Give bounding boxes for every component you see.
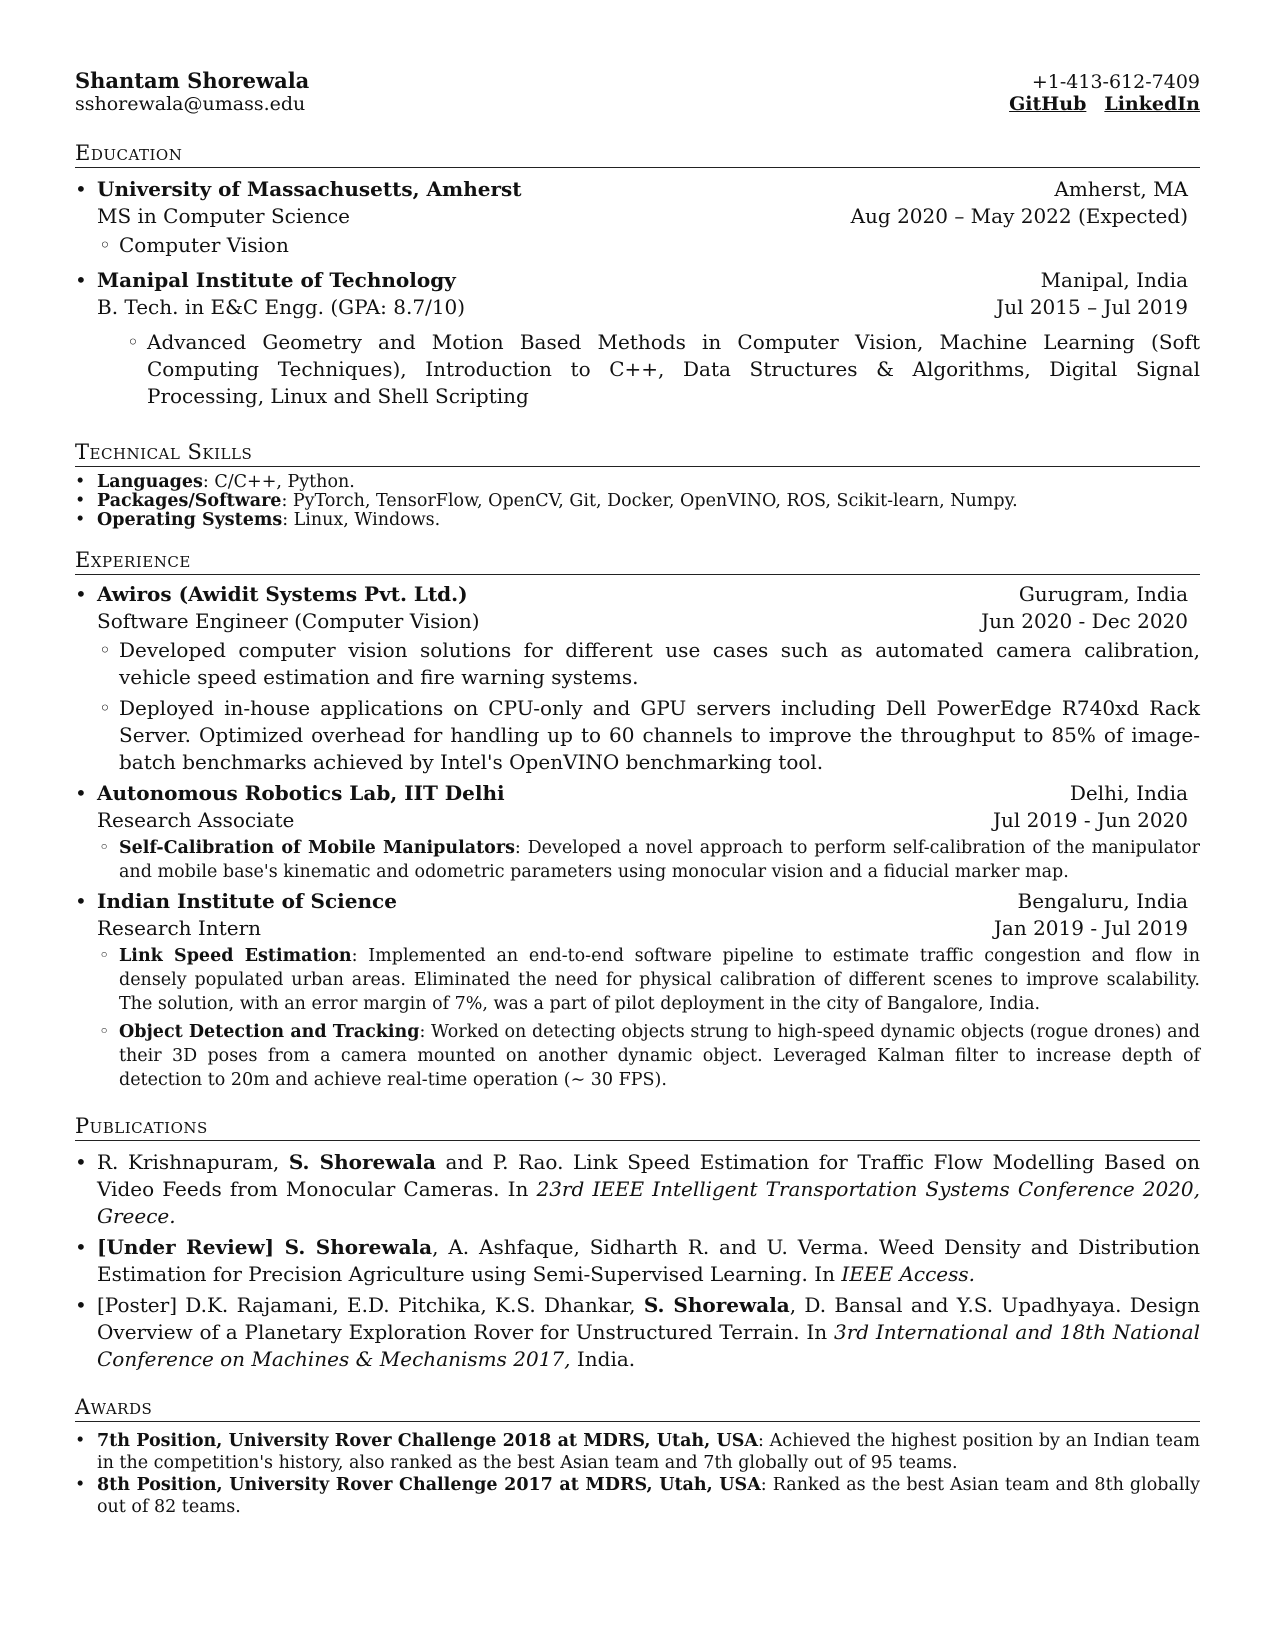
email-address: sshorewala@umass.edu — [75, 93, 306, 115]
linkedin-link[interactable]: LinkedIn — [1104, 93, 1200, 115]
skill-item: • Packages/Software: PyTorch, TensorFlow, OpenCV, Git, Docker, OpenVINO, ROS, Scikit-learn, Numpy. — [75, 492, 1200, 511]
education-heading: Education — [75, 141, 1200, 168]
candidate-name: Shantam Shorewala — [75, 68, 310, 93]
header-row-1 — [75, 68, 1200, 93]
education-entry — [75, 176, 1200, 259]
education-detail: ◦ Computer Vision — [97, 232, 1200, 259]
profile-links — [991, 93, 1200, 115]
skill-item: • Operating Systems: Linux, Windows. — [75, 511, 1200, 530]
awards-heading: Awards — [75, 1395, 1200, 1422]
job-dates: Jul 2019 - Jun 2020 — [992, 808, 1188, 832]
employer-location: Bengaluru, India — [1017, 889, 1188, 913]
experience-bullet: ◦ Object Detection and Tracking: Worked on detecting objects strung to high-speed dynamic objects (rogue drones) and their 3D poses from a camera mounted on another dynamic object. Leveraged Kalman filter to increase depth of detection to 20m and achieve real-time operation (∼ 30 FPS). — [97, 1020, 1200, 1092]
experience-bullet: ◦ Developed computer vision solutions for different use cases such as automated camera calibration, vehicle speed estimation and fire warning systems. — [97, 637, 1200, 691]
experience-heading: Experience — [75, 548, 1200, 575]
experience-entry — [75, 581, 1200, 776]
employer-location: Delhi, India — [1069, 781, 1188, 805]
degree: MS in Computer Science — [97, 204, 351, 228]
experience-entry — [75, 780, 1200, 884]
github-link[interactable]: GitHub — [1009, 93, 1087, 115]
award-item: • 7th Position, University Rover Challenge 2018 at MDRS, Utah, USA: Achieved the highest position by an Indian team in the competition's history, also ranked as the best Asian team and 7th globally out of 95 teams. — [75, 1430, 1200, 1474]
institution-location: Amherst, MA — [1054, 177, 1188, 201]
employer-name: • Indian Institute of Science — [75, 888, 397, 915]
employer-name: • Awiros (Awidit Systems Pvt. Ltd.) — [75, 581, 468, 608]
skills-list — [75, 473, 1200, 530]
job-dates: Jun 2020 - Dec 2020 — [981, 609, 1188, 633]
education-detail: ◦ Advanced Geometry and Motion Based Methods in Computer Vision, Machine Learning (Soft Computing Techniques), Introduction to C++, Data Structures & Algorithms, Digital Signal Processing, Linux and Shell Scripting — [125, 329, 1200, 410]
employer-location: Gurugram, India — [1018, 582, 1188, 606]
experience-bullet: ◦ Deployed in-house applications on CPU-only and GPU servers including Dell PowerEdge R740xd Rack Server. Optimized overhead for handling up to 60 channels to improve the throughput to 85% of image-batch benchmarks achieved by Intel's OpenVINO benchmarking tool. — [97, 695, 1200, 776]
institution-name: • University of Massachusetts, Amherst — [75, 176, 522, 203]
job-role: Software Engineer (Computer Vision) — [97, 609, 480, 633]
employer-name: • Autonomous Robotics Lab, IIT Delhi — [75, 780, 505, 807]
experience-bullet: ◦ Link Speed Estimation: Implemented an end-to-end software pipeline to estimate traffic congestion and flow in densely populated urban areas. Eliminated the need for physical calibration of different scenes to improve scalability. The solution, with an error margin of 7%, was a part of pilot deployment in the city of Bangalore, India. — [97, 944, 1200, 1016]
skill-item: • Languages: C/C++, Python. — [75, 473, 1200, 492]
institution-location: Manipal, India — [1040, 268, 1188, 292]
publication-item: • [Under Review] S. Shorewala, A. Ashfaque, Sidharth R. and U. Verma. Weed Density and Distribution Estimation for Precision Agriculture using Semi-Supervised Learning. In IEEE Access. — [75, 1234, 1200, 1288]
skills-heading: Technical Skills — [75, 440, 1200, 467]
publication-item: • R. Krishnapuram, S. Shorewala and P. Rao. Link Speed Estimation for Traffic Flow Modelling Based on Video Feeds from Monocular Cameras. In 23rd IEEE Intelligent Transportation Systems Conference 2020, Greece. — [75, 1149, 1200, 1230]
resume-page — [75, 68, 1200, 1518]
job-dates: Jan 2019 - Jul 2019 — [993, 916, 1188, 940]
job-role: Research Intern — [97, 916, 262, 940]
job-role: Research Associate — [97, 808, 295, 832]
degree: B. Tech. in E&C Engg. (GPA: 8.7/10) — [97, 295, 466, 319]
experience-entry — [75, 888, 1200, 1092]
phone-number: +1-413-612-7409 — [1031, 71, 1200, 93]
publications-heading: Publications — [75, 1114, 1200, 1141]
awards-list — [75, 1430, 1200, 1518]
experience-bullet: ◦ Self-Calibration of Mobile Manipulators: Developed a novel approach to perform self-calibration of the manipulator and mobile base's kinematic and odometric parameters using monocular vision and a fiducial marker map. — [97, 836, 1200, 884]
publications-list — [75, 1149, 1200, 1373]
header-row-2 — [75, 93, 1200, 115]
education-entry — [75, 267, 1200, 410]
education-dates: Jul 2015 – Jul 2019 — [996, 295, 1188, 319]
award-item: • 8th Position, University Rover Challenge 2017 at MDRS, Utah, USA: Ranked as the best Asian team and 8th globally out of 82 teams. — [75, 1474, 1200, 1518]
publication-item: • [Poster] D.K. Rajamani, E.D. Pitchika, K.S. Dhankar, S. Shorewala, D. Bansal and Y.S. Upadhyaya. Design Overview of a Planetary Exploration Rover for Unstructured Terrain. In 3rd International and 18th National Conference on Machines & Mechanisms 2017, India. — [75, 1292, 1200, 1373]
institution-name: • Manipal Institute of Technology — [75, 267, 456, 294]
education-dates: Aug 2020 – May 2022 (Expected) — [850, 204, 1188, 228]
